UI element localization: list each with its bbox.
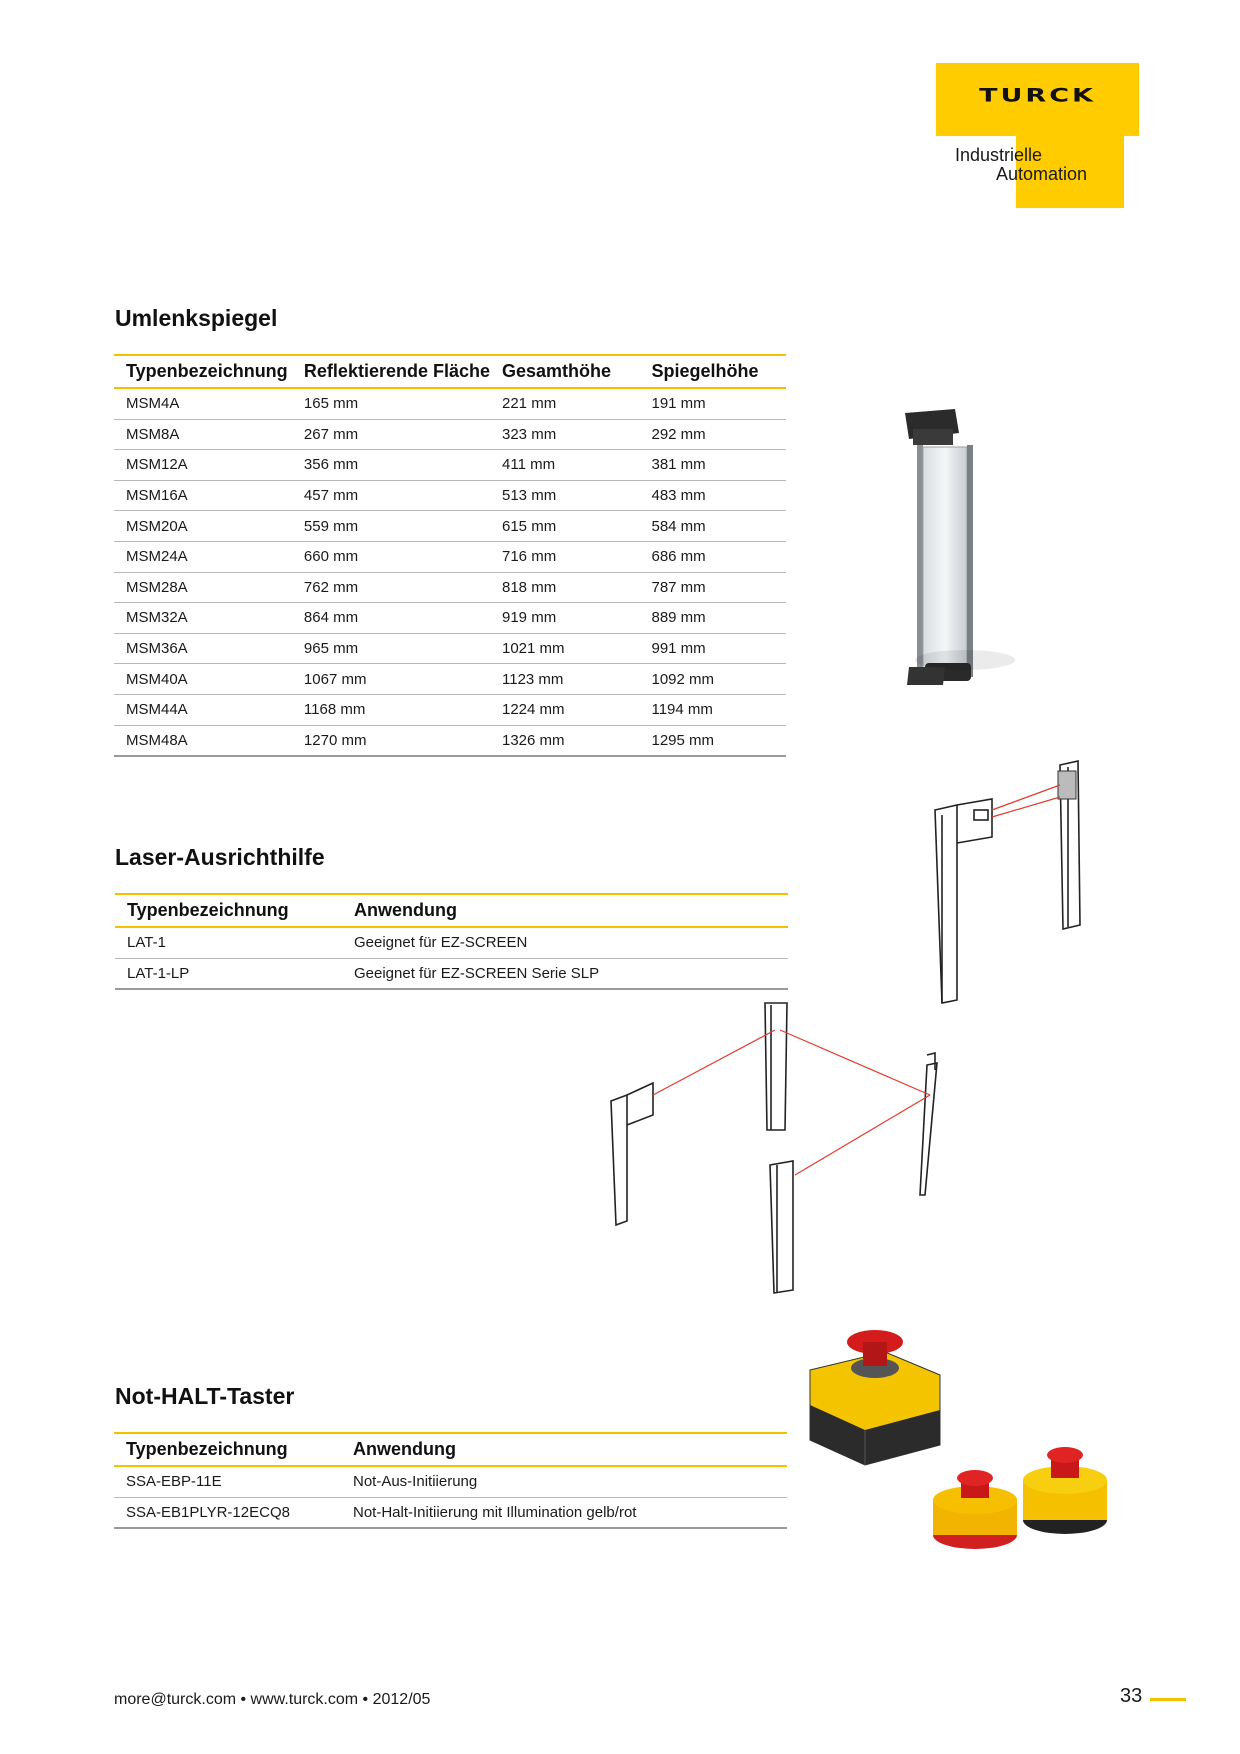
table-cell: 559 mm xyxy=(292,511,490,542)
table-header-row xyxy=(114,355,786,388)
table-cell: MSM28A xyxy=(114,572,292,603)
tagline-line-1: Industrielle xyxy=(955,145,1043,165)
table-cell: 1067 mm xyxy=(292,664,490,695)
footer-contact: more@turck.com • www.turck.com • 2012/05 xyxy=(114,1691,431,1708)
table-cell: 1168 mm xyxy=(292,694,490,725)
table-row xyxy=(114,388,786,419)
table-cell: 1270 mm xyxy=(292,725,490,756)
laser-alignment-image-1 xyxy=(930,755,1090,1005)
table-cell: 267 mm xyxy=(292,419,490,450)
table-row xyxy=(114,450,786,481)
table-header-row xyxy=(114,1433,787,1466)
table-row xyxy=(115,927,788,958)
laser-alignment-image-2 xyxy=(605,995,955,1295)
table-cell: 1194 mm xyxy=(639,694,786,725)
table-cell: 1224 mm xyxy=(490,694,639,725)
table-cell: MSM40A xyxy=(114,664,292,695)
table-cell: 1326 mm xyxy=(490,725,639,756)
table-row xyxy=(114,1497,787,1528)
table-cell: 221 mm xyxy=(490,388,639,419)
table-row xyxy=(114,603,786,634)
table-cell: Geeignet für EZ-SCREEN Serie SLP xyxy=(342,958,788,989)
table-cell: LAT-1-LP xyxy=(115,958,342,989)
brand-tagline xyxy=(955,146,1087,184)
table-row xyxy=(114,694,786,725)
table-cell: MSM8A xyxy=(114,419,292,450)
section-title-laser: Laser-Ausrichthilfe xyxy=(115,844,325,870)
table-row xyxy=(114,480,786,511)
table-cell: 292 mm xyxy=(639,419,786,450)
emergency-stop-image xyxy=(800,1320,1130,1610)
table-row xyxy=(115,958,788,989)
table-cell: 660 mm xyxy=(292,541,490,572)
table-cell: 381 mm xyxy=(639,450,786,481)
table-cell: 1295 mm xyxy=(639,725,786,756)
table-row xyxy=(114,633,786,664)
table-cell: MSM32A xyxy=(114,603,292,634)
table-cell: Not-Halt-Initiierung mit Illumination gelb/rot xyxy=(341,1497,787,1528)
table-cell: 1092 mm xyxy=(639,664,786,695)
table-cell: MSM4A xyxy=(114,388,292,419)
table-row xyxy=(114,511,786,542)
table-cell: 1021 mm xyxy=(490,633,639,664)
table-cell: Geeignet für EZ-SCREEN xyxy=(342,927,788,958)
umlenkspiegel-table xyxy=(114,354,786,757)
table-cell: MSM20A xyxy=(114,511,292,542)
column-header: Typenbezeichnung xyxy=(114,355,292,388)
table-cell: 615 mm xyxy=(490,511,639,542)
table-cell: 889 mm xyxy=(639,603,786,634)
table-cell: 584 mm xyxy=(639,511,786,542)
table-cell: MSM24A xyxy=(114,541,292,572)
column-header: Reflektierende Fläche xyxy=(292,355,490,388)
table-cell: MSM44A xyxy=(114,694,292,725)
table-cell: 762 mm xyxy=(292,572,490,603)
table-header-row xyxy=(115,894,788,927)
table-cell: 411 mm xyxy=(490,450,639,481)
table-cell: 919 mm xyxy=(490,603,639,634)
table-cell: MSM48A xyxy=(114,725,292,756)
table-cell: 323 mm xyxy=(490,419,639,450)
table-cell: LAT-1 xyxy=(115,927,342,958)
table-cell: Not-Aus-Initiierung xyxy=(341,1466,787,1497)
table-cell: 483 mm xyxy=(639,480,786,511)
table-cell: 1123 mm xyxy=(490,664,639,695)
table-cell: 191 mm xyxy=(639,388,786,419)
section-title-umlenkspiegel: Umlenkspiegel xyxy=(115,305,278,331)
table-cell: MSM16A xyxy=(114,480,292,511)
table-row xyxy=(114,572,786,603)
table-cell: 716 mm xyxy=(490,541,639,572)
table-cell: 864 mm xyxy=(292,603,490,634)
table-row xyxy=(114,419,786,450)
section-title-nothalt: Not-HALT-Taster xyxy=(115,1383,295,1409)
table-row xyxy=(114,725,786,756)
column-header: Gesamthöhe xyxy=(490,355,639,388)
column-header: Typenbezeichnung xyxy=(114,1433,341,1466)
table-cell: 457 mm xyxy=(292,480,490,511)
column-header: Spiegelhöhe xyxy=(639,355,786,388)
table-cell: 991 mm xyxy=(639,633,786,664)
column-header: Typenbezeichnung xyxy=(115,894,342,927)
page-number: 33 xyxy=(1120,1685,1143,1707)
table-cell: SSA-EBP-11E xyxy=(114,1466,341,1497)
table-cell: 686 mm xyxy=(639,541,786,572)
nothalt-table xyxy=(114,1432,787,1529)
table-cell: 356 mm xyxy=(292,450,490,481)
table-row xyxy=(114,664,786,695)
table-cell: MSM36A xyxy=(114,633,292,664)
table-cell: 818 mm xyxy=(490,572,639,603)
table-cell: MSM12A xyxy=(114,450,292,481)
laser-table xyxy=(115,893,788,990)
page-number-accent xyxy=(1150,1698,1186,1701)
mirror-product-image xyxy=(895,405,1030,695)
table-cell: 787 mm xyxy=(639,572,786,603)
column-header: Anwendung xyxy=(342,894,788,927)
tagline-line-2: Automation xyxy=(996,164,1088,184)
table-cell: 513 mm xyxy=(490,480,639,511)
table-cell: 965 mm xyxy=(292,633,490,664)
brand-logo: TURCK xyxy=(979,84,1096,107)
table-cell: SSA-EB1PLYR-12ECQ8 xyxy=(114,1497,341,1528)
table-cell: 165 mm xyxy=(292,388,490,419)
table-row xyxy=(114,541,786,572)
table-row xyxy=(114,1466,787,1497)
column-header: Anwendung xyxy=(341,1433,787,1466)
